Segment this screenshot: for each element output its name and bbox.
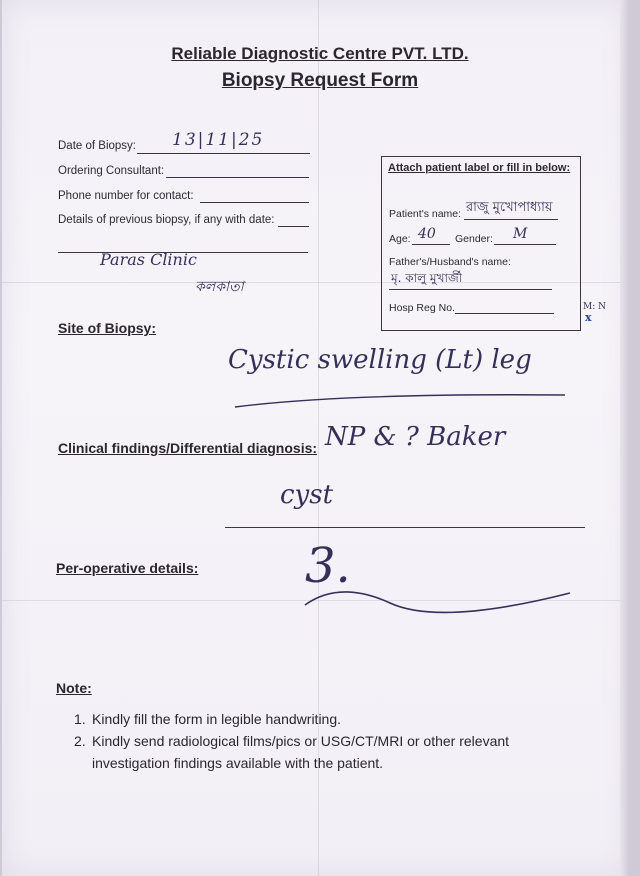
date-value[interactable]: 13|11|25 xyxy=(172,130,265,150)
note-item xyxy=(74,708,574,730)
previous-biopsy-value[interactable]: Paras Clinic xyxy=(100,250,197,269)
gender-value[interactable]: M xyxy=(513,226,528,242)
gender-line xyxy=(494,244,556,245)
date-line xyxy=(137,153,310,154)
margin-note: M: N xyxy=(583,302,606,312)
note-text: Kindly send radiological films/pics or USG/CT/MRI or other relevant investigation findings available with the patient. xyxy=(92,733,510,771)
note-number: 2. xyxy=(74,733,86,749)
per-operative-value[interactable]: 3. xyxy=(305,538,351,594)
father-name-label: Father's/Husband's name: xyxy=(389,256,511,268)
clinical-findings-value[interactable]: NP & ? Baker xyxy=(325,422,506,452)
organization-name: Reliable Diagnostic Centre PVT. LTD. xyxy=(171,44,469,63)
age-label: Age: xyxy=(389,233,411,245)
clinical-findings-label: Clinical findings/Differential diagnosis: xyxy=(58,440,318,456)
signature-scribble xyxy=(300,575,580,615)
previous-biopsy-value-2[interactable]: কলকাতা xyxy=(195,279,244,295)
previous-biopsy-label: Details of previous biopsy, if any with date: xyxy=(58,214,275,226)
paper-edge xyxy=(620,0,630,876)
hosp-reg-label: Hosp Reg No. xyxy=(389,302,455,314)
site-of-biopsy-value[interactable]: Cystic swelling (Lt) leg xyxy=(228,345,532,375)
form-title: Biopsy Request Form xyxy=(221,70,419,91)
clinical-findings-line xyxy=(225,527,585,528)
consultant-line[interactable] xyxy=(166,177,309,178)
site-of-biopsy-label: Site of Biopsy: xyxy=(58,320,157,336)
hosp-reg-line[interactable] xyxy=(455,313,554,314)
gender-label: Gender: xyxy=(455,233,493,245)
phone-label: Phone number for contact: xyxy=(58,190,194,202)
patient-name-line xyxy=(464,219,558,220)
margin-x-mark: x xyxy=(585,311,592,324)
patient-name-value[interactable]: রাজু মুখোপাধ্যায় xyxy=(466,200,553,215)
father-name-value[interactable]: মৃ. কালু মুখার্জী xyxy=(391,271,463,285)
previous-biopsy-line xyxy=(278,226,309,227)
patient-box-heading: Attach patient label or fill in below: xyxy=(388,162,571,174)
per-operative-label: Per-operative details: xyxy=(56,560,199,576)
patient-name-label: Patient's name: xyxy=(389,208,462,220)
phone-line[interactable] xyxy=(200,202,309,203)
age-value[interactable]: 40 xyxy=(418,226,436,242)
notes-list xyxy=(74,708,574,774)
site-underline-scribble xyxy=(225,385,575,415)
date-label: Date of Biopsy: xyxy=(58,140,136,152)
clinical-findings-value-2[interactable]: cyst xyxy=(280,480,334,510)
note-title: Note: xyxy=(56,680,92,696)
note-item xyxy=(74,730,574,774)
age-line xyxy=(412,244,450,245)
consultant-label: Ordering Consultant: xyxy=(58,165,165,177)
note-number: 1. xyxy=(74,711,86,727)
note-text: Kindly fill the form in legible handwriting. xyxy=(92,711,342,727)
